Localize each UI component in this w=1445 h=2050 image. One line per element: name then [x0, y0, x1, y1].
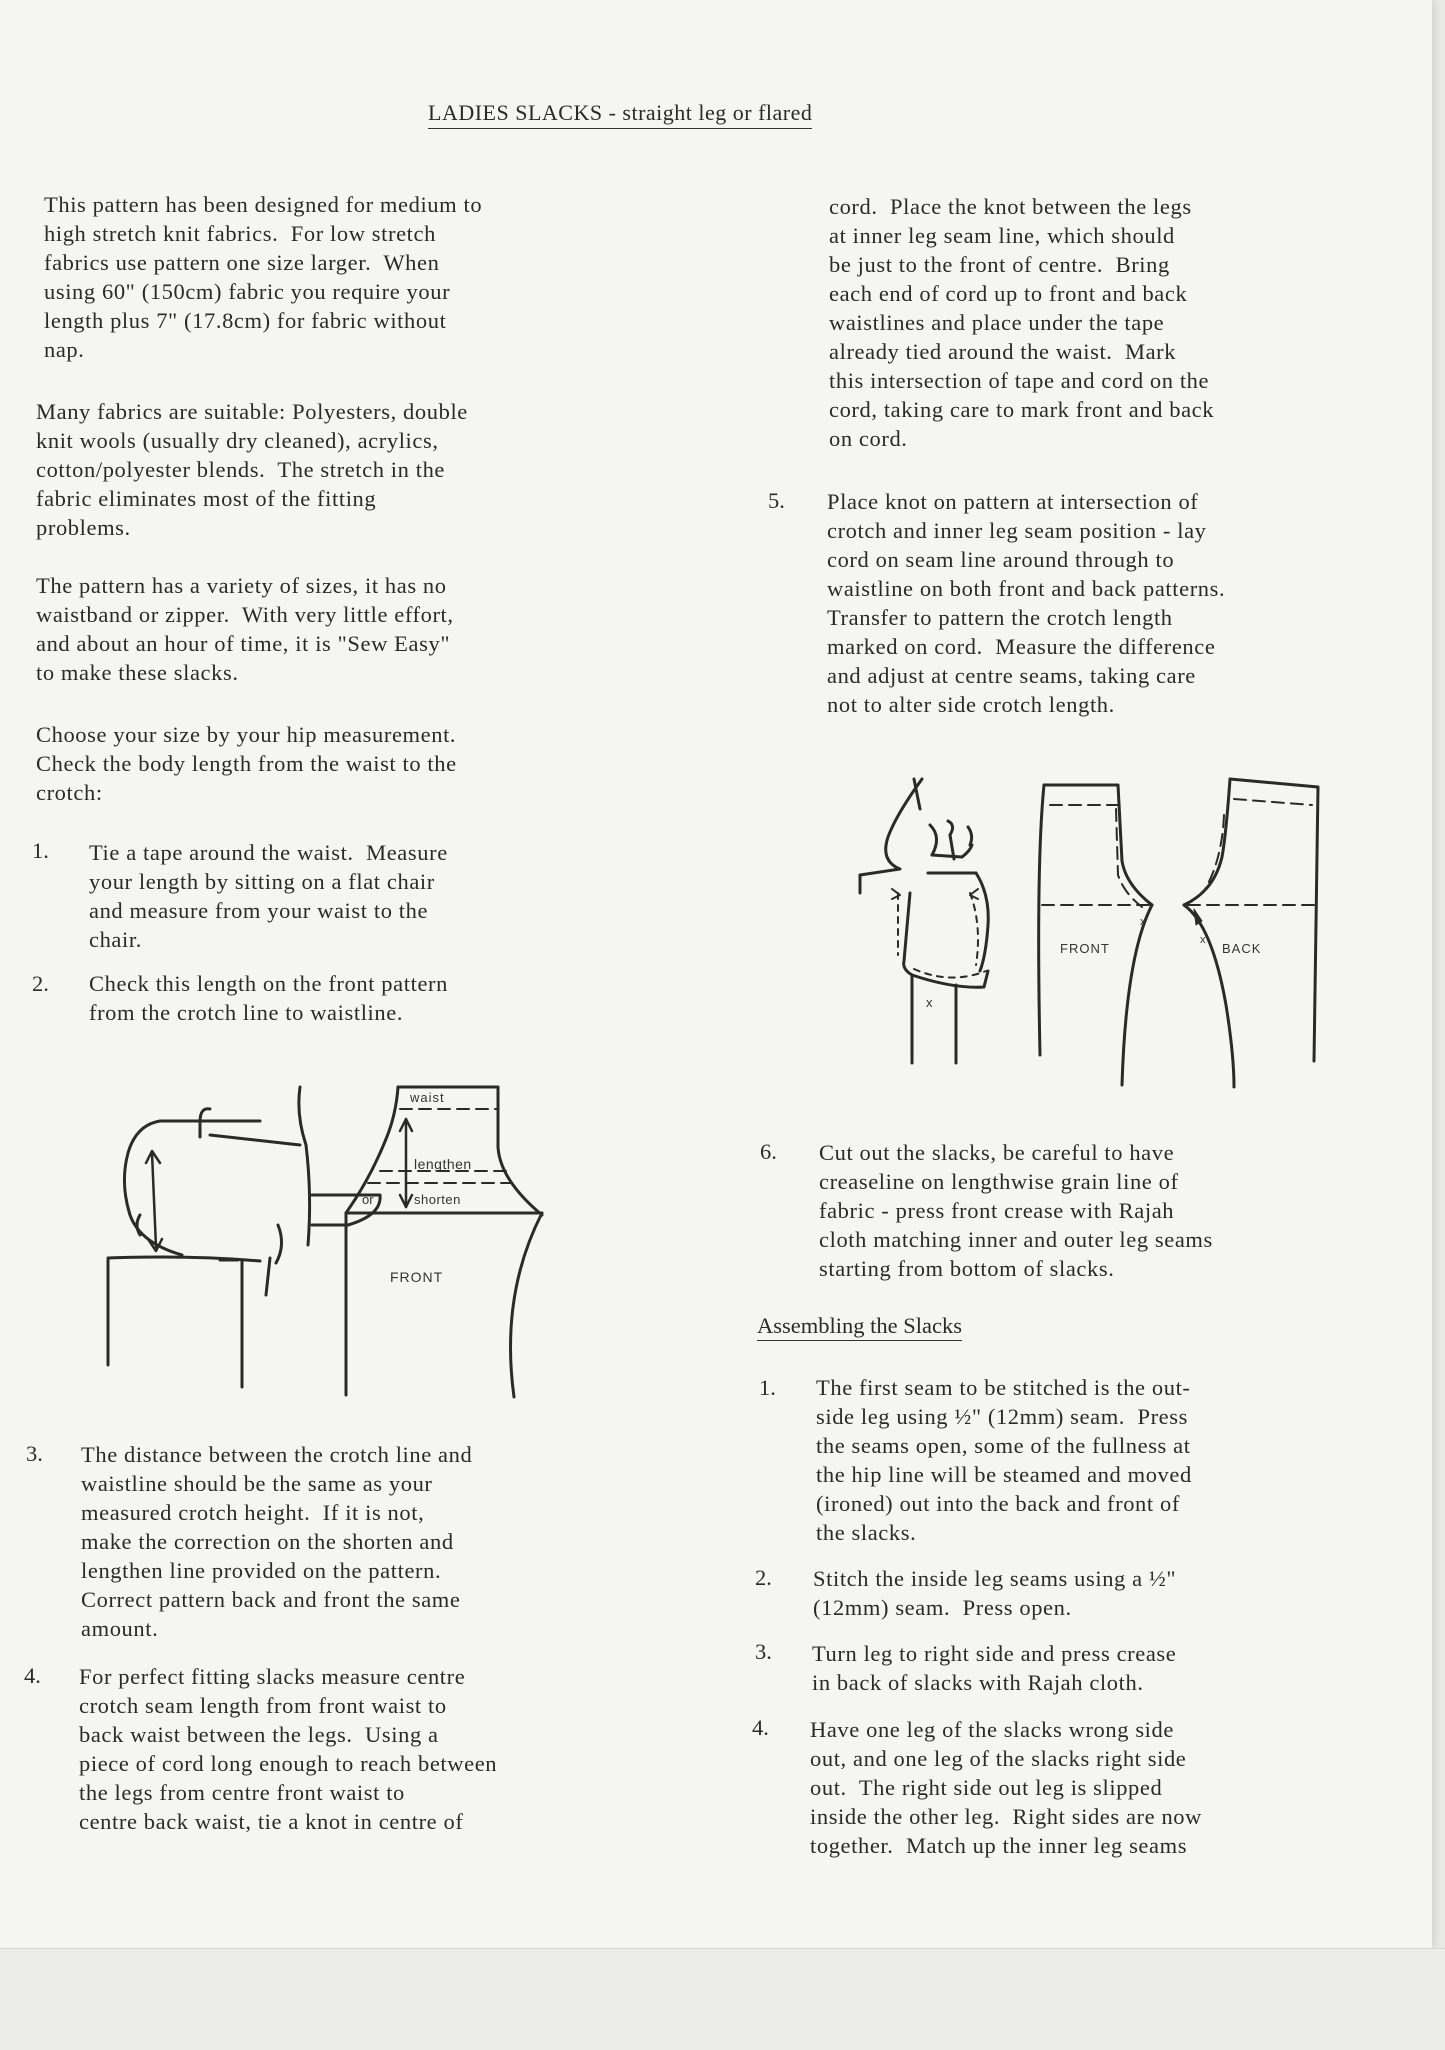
label-waist: waist: [410, 1090, 445, 1105]
label-front: FRONT: [1060, 941, 1110, 956]
step-text: Have one leg of the slacks wrong side out, and one leg of the slacks right side out. The right side out leg is slipped inside the other leg. Right sides are now together. Match up the inner leg seams: [810, 1717, 1203, 1858]
step-text: Cut out the slacks, be careful to have creaseline on lengthwise grain line of fabric - press front crease with Rajah cloth matching inner and outer leg seams starting from bottom of slacks.: [819, 1140, 1213, 1281]
step-text: Stitch the inside leg seams using a ½" (12mm) seam. Press open.: [813, 1566, 1177, 1620]
step-number: 4.: [752, 1715, 769, 1740]
front-mark-x: x: [1140, 916, 1146, 928]
figure-crotch-length: [850, 765, 1330, 1095]
step-number: 3.: [26, 1441, 43, 1466]
step-number: 2.: [755, 1565, 772, 1590]
intro-paragraph-choose-size: Choose your size by your hip measurement. Check the body length from the waist to the crotch:: [36, 722, 457, 805]
step-text: Tie a tape around the waist. Measure your length by sitting on a flat chair and measure from your waist to the chair.: [89, 840, 448, 952]
body-figure-drawing: [860, 779, 988, 1063]
label-or: or: [362, 1192, 374, 1207]
back-mark-x: x: [1200, 934, 1206, 946]
intro-paragraph-fabric: This pattern has been designed for medium to high stretch knit fabrics. For low stretch fabrics use pattern one size larger. When using 60" (150cm) fabric you require your length plus 7" (17.8cm) for fabric without nap.: [44, 192, 483, 362]
step-continued-text: cord. Place the knot between the legs at inner leg seam line, which should be just to the front of centre. Bring each end of cord up to front and back waistlines and place under the tape already tied around the waist. Mark this intersection of tape and cord on the cord, taking care to mark front and back on cord.: [829, 194, 1215, 451]
label-back: BACK: [1222, 941, 1262, 956]
figure-crotch-height: [100, 1075, 620, 1415]
step-text: The first seam to be stitched is the out- side leg using ½" (12mm) seam. Press the seams open, some of the fullness at the hip line will be steamed and moved (ironed) out into the back and front of the slacks.: [816, 1375, 1192, 1545]
step-number: 1.: [32, 838, 49, 863]
label-lengthen: lengthen: [414, 1156, 472, 1172]
page-bottom-edge: [0, 1948, 1445, 2050]
lengthen-arrow: [400, 1119, 412, 1207]
front-pattern-guides: [1042, 805, 1152, 907]
step-text: For perfect fitting slacks measure centre crotch seam length from front waist to back waist between the legs. Using a piece of cord long enough to reach between the legs from centre front waist to centre back waist, tie a knot in centre of: [79, 1664, 498, 1834]
step-text: Place knot on pattern at intersection of crotch and inner leg seam position - lay cord on seam line around through to waistline on both front and back patterns. Transfer to pattern the crotch length marked on cord. Measure the difference and adjust at centre seams, taking care not to alter side crotch length.: [827, 489, 1226, 717]
label-front: FRONT: [390, 1269, 444, 1285]
intro-paragraph-sizes: The pattern has a variety of sizes, it has no waistband or zipper. With very little effort, and about an hour of time, it is "Sew Easy" to make these slacks.: [36, 573, 454, 685]
step-number: 2.: [32, 971, 49, 996]
front-pattern-drawing: [346, 1087, 542, 1397]
step-number: 6.: [760, 1139, 777, 1164]
label-shorten: shorten: [414, 1192, 461, 1207]
cord-ends: [892, 889, 978, 899]
back-pattern-drawing: [1184, 779, 1318, 1087]
seated-figure-drawing: [108, 1087, 380, 1387]
section-heading-assembling: Assembling the Slacks: [757, 1313, 962, 1341]
cord-mark-x: x: [926, 995, 933, 1010]
intro-paragraph-fabrics-suitable: Many fabrics are suitable: Polyesters, double knit wools (usually dry cleaned), acrylics, cotton/polyester blends. The stretch in the fabric eliminates most of the fitting problems.: [36, 399, 468, 540]
height-arrow: [146, 1151, 162, 1251]
step-text: Turn leg to right side and press crease in back of slacks with Rajah cloth.: [812, 1641, 1177, 1695]
step-text: Check this length on the front pattern from the crotch line to waistline.: [89, 971, 448, 1025]
step-number: 3.: [755, 1639, 772, 1664]
cord-dashes: [898, 893, 986, 978]
step-number: 5.: [768, 488, 785, 513]
step-number: 1.: [759, 1375, 776, 1400]
step-text: The distance between the crotch line and waistline should be the same as your measured crotch height. If it is not, make the correction on the shorten and lengthen line provided on the pattern. Correct pattern back and front the same amount.: [81, 1442, 473, 1641]
step-number: 4.: [24, 1663, 41, 1688]
front-pattern-drawing: [1039, 785, 1152, 1085]
page-title: LADIES SLACKS - straight leg or flared: [428, 100, 812, 129]
